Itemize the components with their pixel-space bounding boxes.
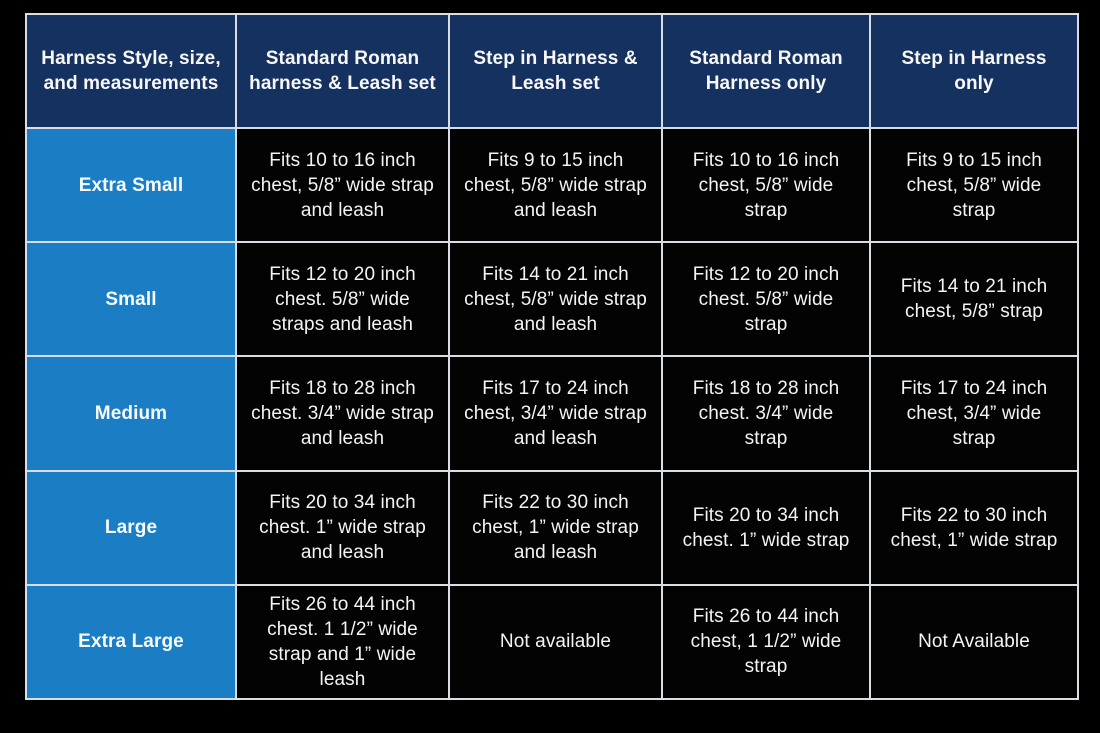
cell-extra-large-step-in-only: Not Available bbox=[871, 586, 1077, 698]
cell-small-standard-roman-only: Fits 12 to 20 inch chest. 5/8” wide strap bbox=[663, 243, 869, 355]
header-step-in-harness-leash-set: Step in Harness & Leash set bbox=[450, 15, 661, 127]
size-label-large: Large bbox=[27, 472, 235, 584]
cell-small-step-in-set: Fits 14 to 21 inch chest, 5/8” wide strap and leash bbox=[450, 243, 661, 355]
cell-extra-small-step-in-set: Fits 9 to 15 inch chest, 5/8” wide strap and leash bbox=[450, 129, 661, 241]
cell-extra-small-standard-roman-only: Fits 10 to 16 inch chest, 5/8” wide strap bbox=[663, 129, 869, 241]
cell-medium-step-in-set: Fits 17 to 24 inch chest, 3/4” wide strap and leash bbox=[450, 357, 661, 469]
size-label-extra-small: Extra Small bbox=[27, 129, 235, 241]
header-step-in-harness-only: Step in Harness only bbox=[871, 15, 1077, 127]
size-label-extra-large: Extra Large bbox=[27, 586, 235, 698]
cell-extra-large-step-in-set: Not available bbox=[450, 586, 661, 698]
harness-size-table bbox=[25, 13, 1079, 700]
cell-extra-small-standard-roman-set: Fits 10 to 16 inch chest, 5/8” wide strap and leash bbox=[237, 129, 448, 241]
cell-extra-small-step-in-only: Fits 9 to 15 inch chest, 5/8” wide strap bbox=[871, 129, 1077, 241]
cell-large-standard-roman-set: Fits 20 to 34 inch chest. 1” wide strap and leash bbox=[237, 472, 448, 584]
header-standard-roman-harness-leash-set: Standard Roman harness & Leash set bbox=[237, 15, 448, 127]
header-harness-style-size-measurements: Harness Style, size, and measurements bbox=[27, 15, 235, 127]
cell-medium-standard-roman-only: Fits 18 to 28 inch chest. 3/4” wide strap bbox=[663, 357, 869, 469]
size-label-medium: Medium bbox=[27, 357, 235, 469]
size-label-small: Small bbox=[27, 243, 235, 355]
cell-large-standard-roman-only: Fits 20 to 34 inch chest. 1” wide strap bbox=[663, 472, 869, 584]
cell-extra-large-standard-roman-set: Fits 26 to 44 inch chest. 1 1/2” wide strap and 1” wide leash bbox=[237, 586, 448, 698]
header-standard-roman-harness-only: Standard Roman Harness only bbox=[663, 15, 869, 127]
cell-large-step-in-set: Fits 22 to 30 inch chest, 1” wide strap and leash bbox=[450, 472, 661, 584]
cell-small-step-in-only: Fits 14 to 21 inch chest, 5/8” strap bbox=[871, 243, 1077, 355]
cell-medium-step-in-only: Fits 17 to 24 inch chest, 3/4” wide strap bbox=[871, 357, 1077, 469]
cell-small-standard-roman-set: Fits 12 to 20 inch chest. 5/8” wide straps and leash bbox=[237, 243, 448, 355]
cell-extra-large-standard-roman-only: Fits 26 to 44 inch chest, 1 1/2” wide strap bbox=[663, 586, 869, 698]
cell-medium-standard-roman-set: Fits 18 to 28 inch chest. 3/4” wide strap and leash bbox=[237, 357, 448, 469]
cell-large-step-in-only: Fits 22 to 30 inch chest, 1” wide strap bbox=[871, 472, 1077, 584]
